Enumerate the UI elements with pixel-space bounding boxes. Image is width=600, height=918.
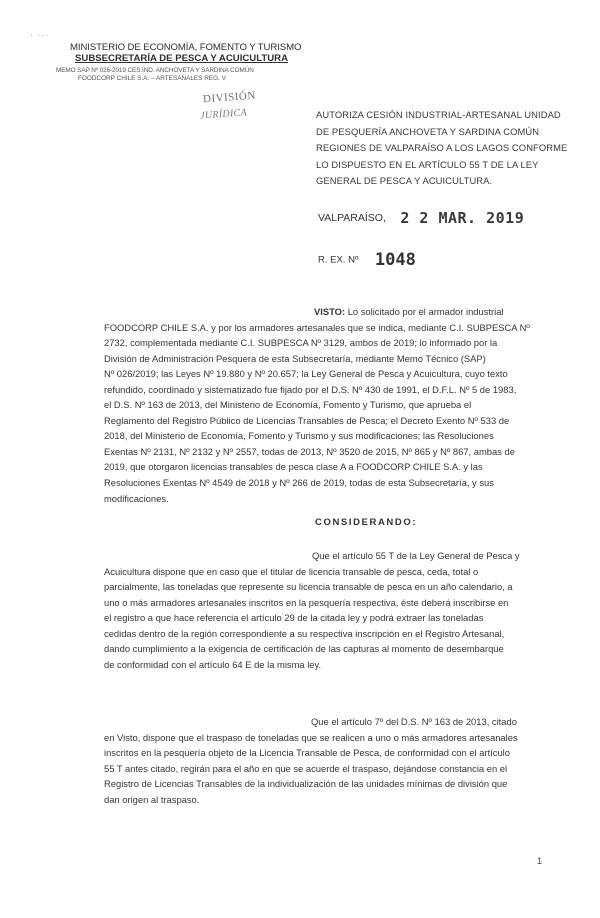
title-line: AUTORIZA CESIÓN INDUSTRIAL-ARTESANAL UNIDAD xyxy=(316,109,561,120)
paragraph-line: 55 T antes citado, regirán para el año en que se acuerde el traspaso, dejándose constancia en el xyxy=(104,762,508,774)
resolution-label: R. EX. Nº xyxy=(318,254,359,266)
ministry-name: MINISTERIO DE ECONOMÍA, FOMENTO Y TURISMO xyxy=(70,42,302,53)
title-line: REGIONES DE VALPARAÍSO A LOS LAGOS CONFORME xyxy=(316,142,568,153)
paragraph-first-text: Que el artículo 7º del D.S. Nº 163 de 2013, citado xyxy=(311,716,517,727)
visto-line: Exentas Nº 2131, Nº 2132 y Nº 2557, todas de 2013, Nº 3520 de 2015, Nº 865 y Nº 867, ambas de xyxy=(104,445,515,457)
memo-reference: MEMO SAP Nº 026-2019 CES.IND. ANCHOVETA Y SARDINA COMÚN xyxy=(56,67,254,74)
page-number: 1 xyxy=(537,856,543,866)
visto-label: VISTO: xyxy=(314,306,346,317)
considerando-paragraph-1 xyxy=(104,548,541,672)
paragraph-line: en Visto, dispone que el traspaso de toneladas que se realicen a uno o más armadores artesanales xyxy=(104,731,518,743)
resolution-number: 1048 xyxy=(374,250,416,270)
paragraph-line: Registro de Licencias Transables de la individualización de las unidades mínimas de división que xyxy=(104,778,508,790)
resolution-number-line xyxy=(318,250,416,270)
paragraph-line: de conformidad con el artículo 64 E de la misma ley. xyxy=(104,658,322,670)
visto-section xyxy=(104,304,541,506)
paragraph-line: uno o más armadores artesanales inscritos en la pesquería respectiva, éste deberá inscribirse en xyxy=(104,596,509,608)
paragraph-first-text: Que el artículo 55 T de la Ley General de Pesca y xyxy=(312,550,520,561)
resolution-title xyxy=(316,107,578,190)
paragraph-line: dan origen al traspaso. xyxy=(104,793,200,805)
foodcorp-reference: FOODCORP CHILE S.A. – ARTESANALES REG. V xyxy=(78,75,226,82)
paragraph-first-line xyxy=(104,714,541,730)
paragraph-line: el registro a que hace referencia el artículo 29 de la citada ley y podrá extraer las toneladas xyxy=(104,612,484,624)
paragraph-line: Acuicultura dispone que en caso que el titular de licencia transable de pesca, ceda, total o xyxy=(104,565,479,577)
visto-line: 2732, complementada mediante C.I. SUBPESCA Nº 3129, ambos de 2019; lo informado por la xyxy=(104,337,498,349)
visto-line: 2019, que otorgaron licencias transables de pesca clase A a FOODCORP CHILE S.A. y las xyxy=(104,461,483,473)
considerando-paragraph-2 xyxy=(104,714,541,807)
visto-line: modificaciones. xyxy=(104,492,169,504)
visto-line: Resoluciones Exentas Nº 4549 de 2018 y Nº 266 de 2019, todas de esta Subsecretaría, y sus xyxy=(104,477,494,489)
visto-line: FOODCORP CHILE S.A. y por los armadores artesanales que se indica, mediante C.I. SUBPESCA Nº xyxy=(104,321,530,333)
visto-line: 2018, del Ministerio de Economía, Fomento y Turismo y sus modificaciones; las Resoluciones xyxy=(104,430,494,442)
stamp-line-1: DIVISIÓN xyxy=(202,89,257,106)
title-line: DE PESQUERÍA ANCHOVETA Y SARDINA COMÚN xyxy=(316,125,540,137)
paragraph-line: parcialmente, las toneladas que represente su licencia transable de pesca en un año calendario, a xyxy=(104,581,513,593)
stamp-line-2: JURÍDICA xyxy=(199,107,248,122)
date-line xyxy=(318,209,524,227)
date-city: VALPARAÍSO, xyxy=(318,212,386,224)
visto-line: refundido, coordinado y sistematizado fue fijado por el D.S. Nº 430 de 1991, el D.F.L. Nº 5 de 1983, xyxy=(104,383,517,395)
subsecretaria-name: SUBSECRETARÍA DE PESCA Y ACUICULTURA xyxy=(75,53,289,64)
title-line: GENERAL DE PESCA Y ACUICULTURA. xyxy=(316,175,493,186)
division-stamp xyxy=(197,89,257,133)
visto-line: el D.S. Nº 163 de 2013, del Ministerio de Economía, Fomento y Turismo, que aprueba el xyxy=(104,399,472,411)
paragraph-line: cedidas dentro de la región correspondiente a su respectiva inscripción en el Registro Artesanal, xyxy=(104,627,505,639)
considerando-heading: CONSIDERANDO: xyxy=(315,517,418,528)
paragraph-first-line xyxy=(104,548,541,564)
visto-first-text: Lo solicitado por el armador industrial xyxy=(345,306,504,317)
letterhead xyxy=(56,42,302,82)
date-stamp: 2 2 MAR. 2019 xyxy=(400,209,525,227)
paragraph-line: dando cumplimiento a la exigencia de certificación de las capturas al momento de desembarque xyxy=(104,643,504,655)
paragraph-line: inscritos en la pesquería objeto de la Licencia Transable de Pesca, de conformidad con el artículo xyxy=(104,747,510,759)
visto-line: Nº 026/2019; las Leyes Nº 19.880 y Nº 20.657; la Ley General de Pesca y Acuicultura, cuyo texto xyxy=(104,368,508,380)
title-line: LO DISPUESTO EN EL ARTÍCULO 55 T DE LA LEY xyxy=(316,158,539,170)
visto-first-line xyxy=(104,304,541,320)
corner-mark: · ··· xyxy=(30,30,50,40)
visto-line: División de Administración Pesquera de esta Subsecretaría, mediante Memo Técnico (SAP) xyxy=(104,352,486,364)
visto-line: Reglamento del Registro Público de Licencias Transables de Pesca; el Decreto Exento Nº 533 de xyxy=(104,414,510,426)
